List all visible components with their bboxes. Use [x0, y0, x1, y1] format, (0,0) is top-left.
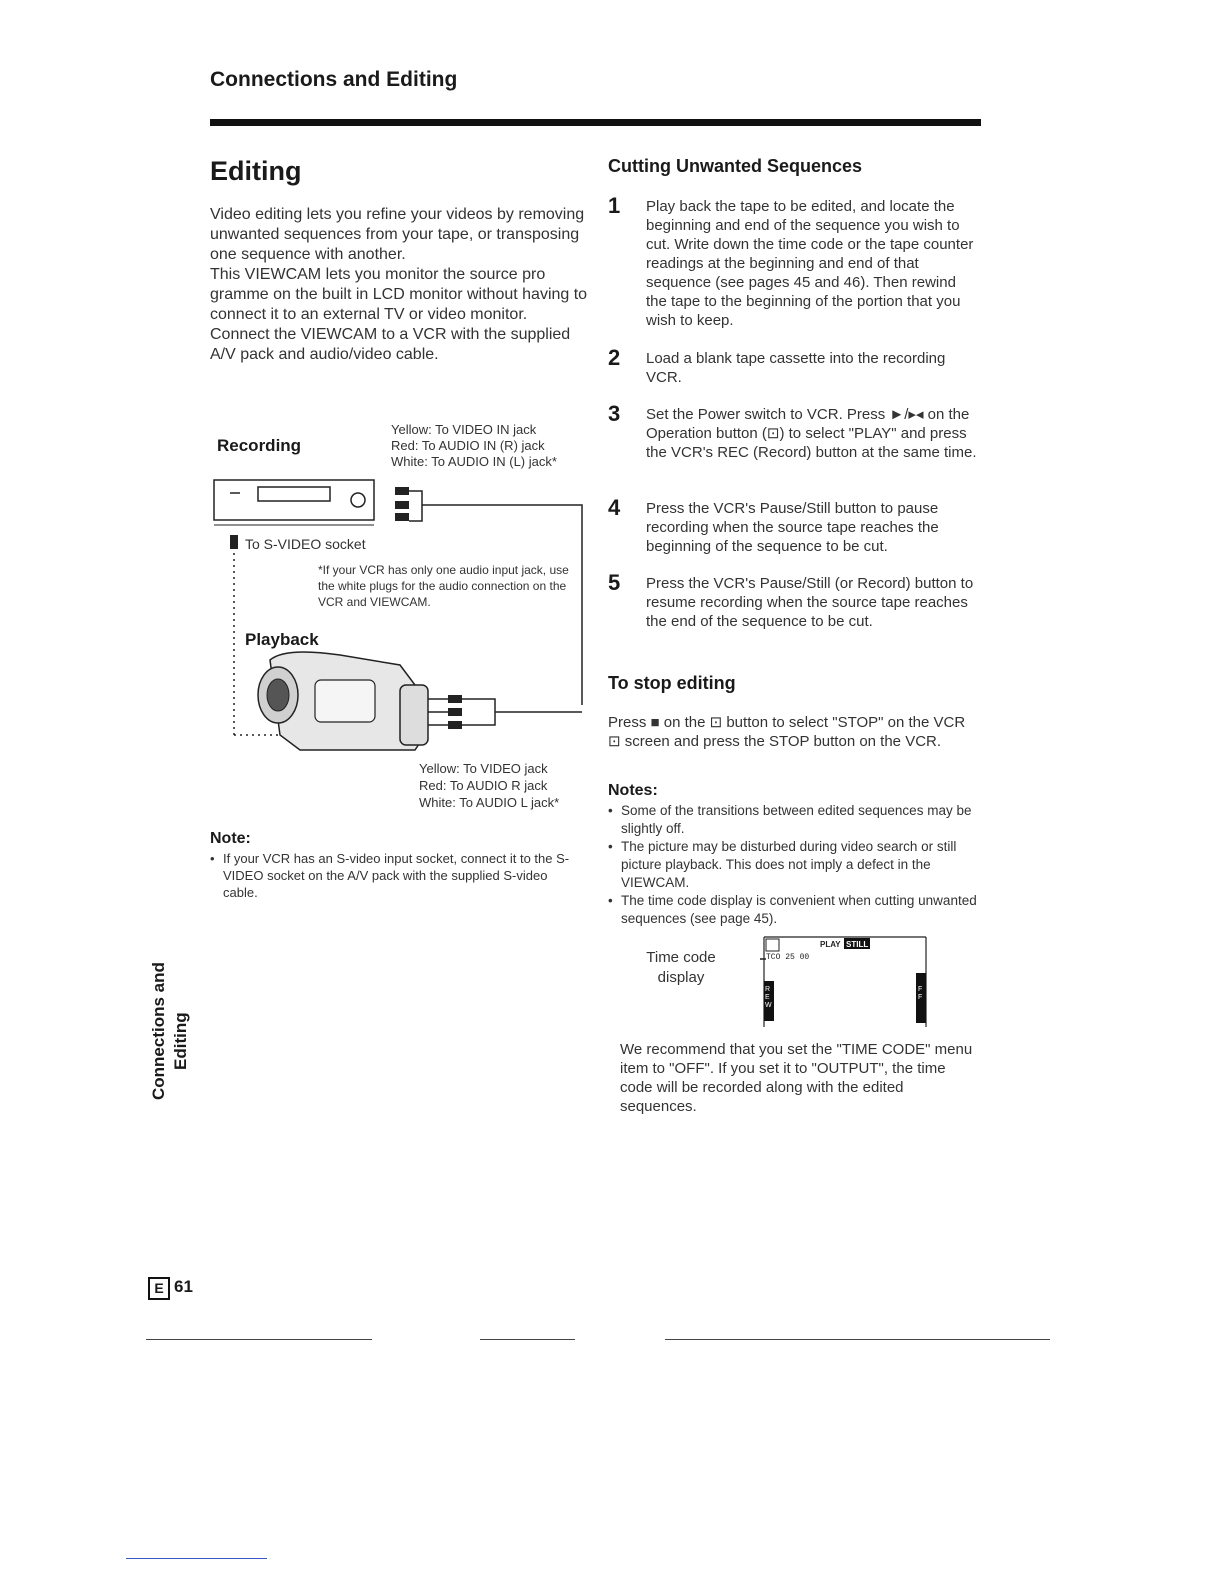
- notes-item: • Some of the transitions between edited sequences may be slightly off.: [608, 802, 980, 838]
- intro-paragraph: Video editing lets you refine your videos by removing unwanted sequences from your tape, or transposing one sequence with another.: [210, 206, 585, 263]
- step-5: [608, 570, 978, 631]
- lcd-ff: F F: [918, 986, 923, 1001]
- step-4: [608, 495, 978, 556]
- vcr-plugs: [395, 487, 409, 521]
- note-item: • If your VCR has an S-video input socket, connect it to the S-VIDEO socket on the A/V pack with the supplied S-video cable.: [210, 850, 582, 901]
- step-number: 3: [608, 401, 621, 426]
- side-tab-label: Connections and Editing: [149, 962, 190, 1100]
- language-badge: E: [148, 1277, 170, 1300]
- step-number: 4: [608, 495, 621, 520]
- vcr-icon: [766, 939, 779, 951]
- notes-list: [608, 802, 980, 928]
- footer-rule: [146, 1339, 372, 1340]
- mono-audio-note: *If your VCR has only one audio input jack, use the white plugs for the audio connection on the VCR and VIEWCAM.: [318, 563, 569, 609]
- playback-jack-red: Red: To AUDIO R jack: [419, 778, 548, 793]
- notes-item: • The time code display is convenient when cutting unwanted sequences (see page 45).: [608, 892, 980, 928]
- header-title: Connections and Editing: [210, 68, 458, 91]
- blue-rule: [126, 1558, 267, 1559]
- playback-jacks: [419, 760, 559, 811]
- cutting-heading: Cutting Unwanted Sequences: [608, 156, 863, 176]
- step-text: Press the VCR's Pause/Still button to pause recording when the source tape reaches the beginning of the sequence to be cut.: [646, 500, 939, 555]
- playback-plugs: [448, 695, 462, 729]
- time-code-label: Time code display: [646, 949, 716, 986]
- step-1: [608, 193, 978, 330]
- page-number: 61: [174, 1277, 193, 1296]
- editing-heading: Editing: [210, 156, 302, 186]
- step-text: Load a blank tape cassette into the recording VCR.: [646, 350, 946, 386]
- recording-jacks: [391, 422, 557, 470]
- footer-rule: [665, 1339, 1050, 1340]
- lcd-play-text: PLAY: [820, 940, 841, 949]
- note-heading: Note:: [210, 830, 251, 847]
- notes-heading: Notes:: [608, 782, 658, 799]
- footer-rule: [480, 1339, 575, 1340]
- step-text: Play back the tape to be edited, and locate the beginning and end of the sequence you wish to cut. Write down the time code or the tape counter readings at the beginning and end of that sequence (see pages 45 and 46). Then rewind the tape to the beginning of the portion that you wish to keep.: [646, 198, 974, 329]
- lcd-timecode: TCO 25 00: [766, 953, 810, 962]
- note-list: [210, 850, 582, 901]
- svideo-label: To S-VIDEO socket: [245, 536, 366, 552]
- vcr-illustration: [214, 480, 374, 525]
- step-2: [608, 345, 978, 387]
- step-number: 5: [608, 570, 621, 595]
- stop-editing-heading: To stop editing: [608, 673, 736, 693]
- recording-jack-red: Red: To AUDIO IN (R) jack: [391, 438, 545, 453]
- recording-label: Recording: [217, 436, 302, 455]
- recording-jack-white: White: To AUDIO IN (L) jack*: [391, 454, 557, 469]
- intro-paragraph: Connect the VIEWCAM to a VCR with the supplied A/V pack and audio/video cable.: [210, 326, 571, 363]
- step-text: Set the Power switch to VCR. Press ►/▸◂ on the Operation button (⊡) to select "PLAY" and press the VCR's REC (Record) button at the same time.: [646, 406, 977, 461]
- step-number: 2: [608, 345, 621, 370]
- playback-jack-white: White: To AUDIO L jack*: [419, 795, 560, 810]
- svideo-plug: [230, 535, 238, 549]
- editing-intro: [210, 205, 590, 365]
- intro-paragraph: This VIEWCAM lets you monitor the source pro gramme on the built in LCD monitor without having to connect it to an external TV or video monitor.: [210, 266, 588, 323]
- lcd-display: [760, 935, 928, 1027]
- step-number: 1: [608, 193, 621, 218]
- stop-editing-text: Press ■ on the ⊡ button to select "STOP" on the VCR ⊡ screen and press the STOP button on the VCR.: [608, 714, 966, 750]
- header-rule: [210, 119, 981, 126]
- recommend-text: We recommend that you set the "TIME CODE" menu item to "OFF". If you set it to "OUTPUT", the time code will be recorded along with the edited sequences.: [620, 1041, 973, 1115]
- playback-jack-yellow: Yellow: To VIDEO jack: [419, 761, 548, 776]
- notes-item: • The picture may be disturbed during video search or still picture playback. This does not imply a defect in the VIEWCAM.: [608, 838, 980, 892]
- lcd-still-text: STILL: [846, 940, 869, 949]
- camcorder-illustration: [258, 652, 428, 750]
- step-text: Press the VCR's Pause/Still (or Record) button to resume recording when the source tape reaches the end of the sequence to be cut.: [646, 575, 974, 630]
- lcd-rew: R E W: [765, 986, 772, 1009]
- playback-label: Playback: [245, 630, 319, 649]
- step-3: [608, 401, 978, 462]
- recording-jack-yellow: Yellow: To VIDEO IN jack: [391, 422, 537, 437]
